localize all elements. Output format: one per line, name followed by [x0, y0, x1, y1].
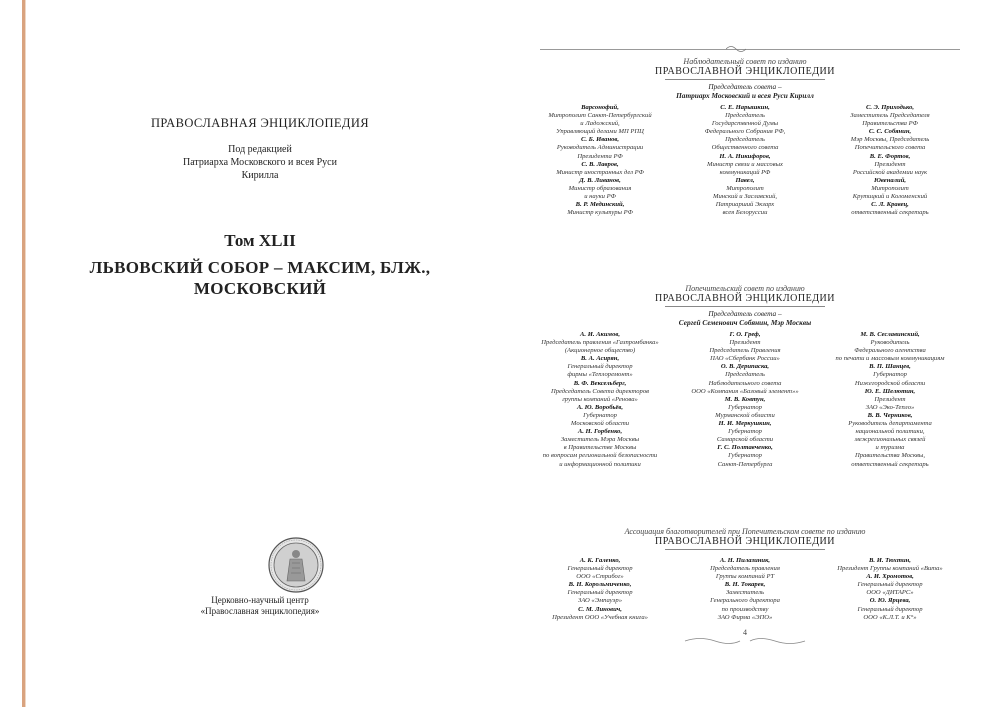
member-name: В. А. Асирян, — [580, 355, 620, 363]
member-name: А. К. Галенко, — [579, 557, 621, 564]
encyclopedia-title: ПРАВОСЛАВНАЯ ЭНЦИКЛОПЕДИЯ — [150, 116, 370, 130]
member-name: В. Н. Корольмиченко, — [568, 581, 632, 589]
member-column — [820, 557, 960, 622]
member-role: Государственной Думы — [711, 120, 779, 128]
member-role: Генеральный директор — [857, 581, 923, 589]
chair-name: Патриарх Московский и всея Руси Кирилл — [676, 90, 814, 100]
member-role: Губернатор — [728, 428, 762, 436]
member-role: Правительства Москвы, — [854, 452, 926, 460]
member-name: Н. И. Меркушкин, — [718, 420, 772, 428]
member-role: Крутицкий и Коломенский — [852, 193, 928, 201]
member-role: Группы компаний РТ — [715, 573, 775, 581]
member-role: межрегиональных связей — [854, 436, 926, 444]
member-name: А. Н. Пилазиник, — [719, 557, 771, 564]
member-role: Президент — [729, 339, 761, 347]
member-role: ответственный секретарь — [851, 209, 929, 217]
member-column — [675, 557, 815, 622]
member-name: С. Е. Нарышкин, — [720, 104, 770, 111]
supervisory-council-header — [530, 57, 960, 100]
trustees-council-header — [530, 284, 960, 327]
editorial-line: Под редакцией — [228, 144, 292, 155]
member-role: (Акционерное общество) — [564, 347, 636, 355]
member-role: Руководитель Администрации — [556, 144, 644, 152]
member-name: Варсонофий, — [581, 104, 619, 111]
member-name: А. И. Хромотов, — [866, 573, 914, 581]
member-role: Руководитель — [870, 339, 910, 347]
member-role: и Ладожский, — [580, 120, 620, 128]
editorial-line: Патриарха Московского и всея Руси — [183, 157, 337, 168]
benefactors-members — [530, 557, 960, 622]
member-role: всея Белоруссии — [722, 209, 768, 217]
member-name: Ю. Е. Шелютин, — [864, 387, 916, 395]
member-column — [530, 104, 670, 217]
member-role: ООО «Стрибог» — [576, 573, 624, 581]
member-role: Заместитель Председателя — [850, 112, 930, 120]
member-role: группы компаний «Ренова» — [562, 395, 638, 403]
left-page — [40, 0, 480, 707]
member-name: О. В. Дерипаска, — [720, 363, 770, 371]
member-role: Российской академии наук — [852, 168, 928, 176]
member-role: Московской области — [570, 420, 630, 428]
member-role: Министр культуры РФ — [567, 209, 633, 217]
member-column — [820, 331, 960, 469]
member-role: Председатель — [725, 112, 765, 120]
section-heading: ПРАВОСЛАВНОЙ ЭНЦИКЛОПЕДИИ — [654, 536, 836, 547]
section-subtitle: Наблюдательный совет по изданию — [683, 57, 807, 66]
member-role: Председатель правления «Газпромбанка» — [541, 339, 659, 347]
member-name: С. Э. Приходько, — [865, 104, 915, 111]
member-role: ООО «ДИТАРС» — [866, 589, 914, 597]
section-subtitle: Ассоциация благотворителей при Попечительском совете по изданию — [624, 527, 866, 536]
page-binding-edge-light — [25, 0, 26, 707]
member-role: Нижегородской области — [854, 379, 926, 387]
member-role: Генерального директора — [710, 597, 780, 605]
section-divider — [665, 306, 825, 307]
member-name: С. Л. Кравец, — [871, 201, 909, 209]
member-role: в Правительстве Москвы — [563, 444, 637, 452]
member-name: Г. С. Полтавченко, — [717, 444, 773, 452]
member-name: Ювеналий, — [873, 176, 907, 184]
publisher-name — [40, 595, 480, 617]
member-column — [675, 104, 815, 217]
member-name: А. Н. Горбенко, — [577, 428, 623, 436]
member-role: ЗАО «Эмпауэр» — [577, 597, 623, 605]
member-name: В. Р. Мединский, — [575, 201, 625, 209]
section-heading: ПРАВОСЛАВНОЙ ЭНЦИКЛОПЕДИИ — [654, 66, 836, 77]
member-column — [530, 331, 670, 469]
member-role: ЗАО «Эко-Тепло» — [865, 403, 915, 411]
member-role: ответственный секретарь — [851, 460, 929, 468]
member-role: Наблюдательного совета — [708, 379, 782, 387]
member-role: Президент — [874, 395, 906, 403]
member-name: С. Б. Иванов, — [580, 136, 620, 144]
member-role: Президент ООО «Учебная книга» — [552, 613, 648, 621]
publisher-line: Церковно-научный центр — [211, 595, 309, 605]
page-ornament-icon — [680, 636, 810, 646]
member-name: В. И. Тюхтин, — [869, 557, 911, 564]
volume-title — [40, 257, 480, 299]
member-name: А. И. Акимов, — [580, 331, 620, 338]
chair-label: Председатель совета – — [708, 309, 782, 318]
member-role: Председатель — [725, 371, 765, 379]
member-role: Митрополит — [871, 184, 909, 192]
member-role: коммуникаций РФ — [719, 168, 771, 176]
member-role: Общественного совета — [711, 144, 779, 152]
member-role: и науки РФ — [584, 193, 616, 201]
member-role: Председатель Правления — [709, 347, 781, 355]
member-role: Генеральный директор — [567, 363, 633, 371]
member-role: Министр иностранных дел РФ — [556, 168, 644, 176]
member-role: Правительства РФ — [862, 120, 918, 128]
member-role: Заместитель Мэра Москвы — [560, 436, 640, 444]
chair-name: Сергей Семенович Собянин, Мэр Москвы — [678, 317, 812, 327]
member-role: Митрополит — [726, 184, 764, 192]
member-name: Д. В. Ливанов, — [579, 176, 621, 184]
member-name: В. Е. Фортов, — [869, 152, 911, 160]
member-role: Мурманской области — [715, 411, 775, 419]
member-role: Руководитель департамента — [848, 420, 932, 428]
member-role: Председатель — [725, 136, 765, 144]
section-divider — [665, 79, 825, 80]
member-role: по вопросам региональной безопасности — [542, 452, 658, 460]
member-role: Санкт-Петербурга — [717, 460, 773, 468]
member-role: ЗАО Фирма «ЭПО» — [717, 613, 773, 621]
member-name: А. Ю. Воробьёв, — [576, 403, 624, 411]
section-divider — [665, 549, 825, 550]
editorial-credit — [40, 143, 480, 182]
top-rule — [540, 49, 960, 50]
member-role: и туризма — [875, 444, 905, 452]
member-name: В. Ф. Вексельберг, — [573, 379, 627, 387]
member-role: Самарской области — [716, 436, 774, 444]
member-column — [530, 557, 670, 622]
member-role: Патриарший Экзарх — [715, 201, 775, 209]
member-role: Генеральный директор — [857, 605, 923, 613]
member-role: Губернатор — [728, 452, 762, 460]
trustees-members — [530, 331, 960, 469]
member-name: С. М. Линович, — [578, 605, 622, 613]
member-role: Председатель правления — [710, 565, 780, 573]
publisher-seal-icon — [268, 537, 324, 593]
chair-label: Председатель совета – — [708, 82, 782, 91]
volume-title-line: ЛЬВОВСКИЙ СОБОР – МАКСИМ, БЛЖ., — [89, 258, 431, 277]
member-role: Попечительского совета — [854, 144, 926, 152]
publisher-line: «Православная энциклопедия» — [200, 606, 320, 616]
member-role: по производству — [721, 605, 769, 613]
volume-number: Том XLII — [224, 231, 296, 250]
member-role: Заместитель — [726, 589, 764, 597]
member-column — [675, 331, 815, 469]
member-role: Губернатор — [583, 411, 617, 419]
member-name: С. В. Лавров, — [581, 160, 619, 168]
member-role: ООО «Компания «Базовый элемент»» — [691, 387, 799, 395]
member-role: Минский и Заславский, — [712, 193, 778, 201]
member-name: В. В. Черников, — [867, 411, 913, 419]
section-subtitle: Попечительский совет по изданию — [685, 284, 805, 293]
member-role: Президент — [874, 160, 906, 168]
member-name: Павел, — [735, 176, 755, 184]
member-role: Председатель Совета директоров — [550, 387, 650, 395]
page-number: 4 — [743, 628, 747, 637]
member-name: В. П. Шанцев, — [869, 363, 911, 371]
member-name: В. Н. Токарев, — [724, 581, 766, 589]
member-role: национальной политики, — [855, 428, 925, 436]
member-column — [820, 104, 960, 217]
volume-title-line: МОСКОВСКИЙ — [193, 279, 327, 298]
member-name: Г. О. Греф, — [729, 331, 761, 338]
member-role: и информационной политики — [559, 460, 641, 468]
member-role: Губернатор — [728, 403, 762, 411]
member-role: Федерального Собрания РФ, — [704, 128, 786, 136]
member-role: ПАО «Сбербанк России» — [710, 355, 780, 363]
member-role: Федерального агентства — [854, 347, 926, 355]
member-role: Губернатор — [873, 371, 907, 379]
member-name: М. В. Сеславинский, — [860, 331, 920, 338]
member-role: Президент Группы компаний «Вита» — [837, 565, 943, 573]
ornament-icon — [726, 44, 746, 54]
member-role: Митрополит Санкт-Петербургский — [548, 112, 652, 120]
editorial-line: Кирилла — [241, 170, 279, 181]
member-name: М. В. Ковтун, — [724, 395, 766, 403]
page-number-area — [680, 628, 810, 646]
member-role: Мэр Москвы, Председатель — [850, 136, 930, 144]
right-page — [530, 0, 960, 707]
member-role: Президента РФ — [577, 152, 623, 160]
member-role: Министр образования — [568, 184, 632, 192]
member-role: ООО «К.Л.Т. и К°» — [863, 613, 917, 621]
member-role: Управляющий делами МП РПЦ — [556, 128, 644, 136]
member-role: фирмы «Теплоремонт» — [567, 371, 633, 379]
member-role: Министр связи и массовых — [707, 160, 783, 168]
supervisory-members — [530, 104, 960, 217]
member-name: Н. А. Никифоров, — [719, 152, 771, 160]
member-name: О. Ю. Ярцева, — [869, 597, 911, 605]
section-heading: ПРАВОСЛАВНОЙ ЭНЦИКЛОПЕДИИ — [654, 293, 836, 304]
benefactors-header — [530, 527, 960, 553]
member-role: Генеральный директор — [567, 565, 633, 573]
member-role: по печати и массовым коммуникациям — [835, 355, 945, 363]
member-name: С. С. Собянин, — [868, 128, 912, 136]
member-role: Генеральный директор — [567, 589, 633, 597]
